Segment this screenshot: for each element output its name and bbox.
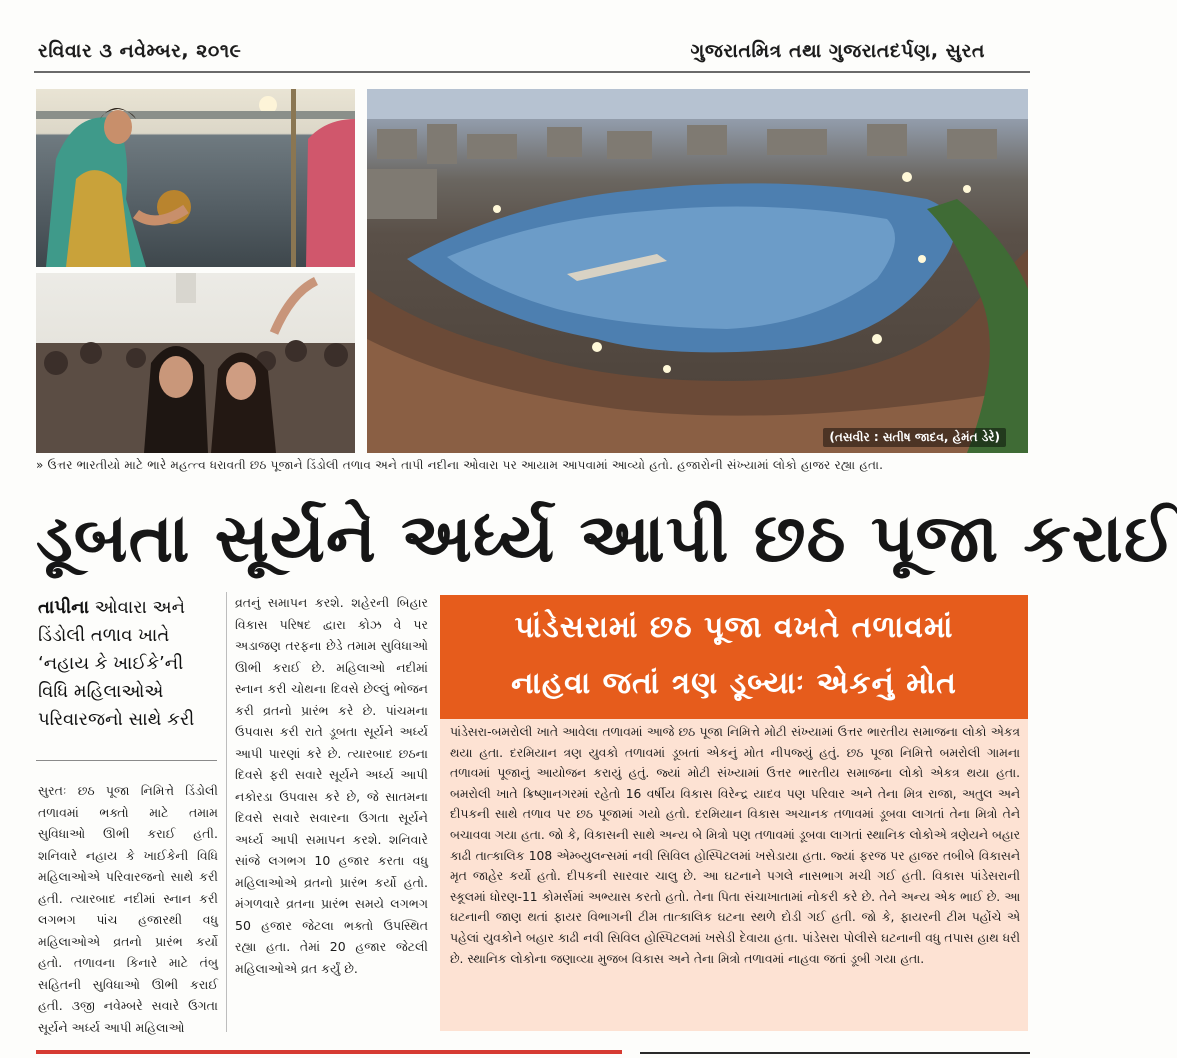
boxed-story-title-line-1: પાંડેસરામાં છઠ પૂજા વખતે તળાવમાં — [514, 610, 954, 645]
boxed-story-title-line-2: નાહવા જતાં ત્રણ ડૂબ્યાઃ એકનું મોત — [511, 666, 957, 701]
photo-aerial-lake — [367, 89, 1028, 453]
subheadline-text: ઓવારા અને ડિંડોલી તળાવ ખાતે ‘નહાય કે ખાઈકે’ની વિધિ મહિલાઓએ પરિવારજનો સાથે કરી — [38, 597, 195, 730]
article-column-2: વ્રતનું સમાપન કરશે. શહેરની બિહાર વિકાસ પરિષદ દ્વારા કોઝ વે પર અડાજણ તરફના છેડે તમામ સુવિધાઓ ઊભી કરાઈ છે. મહિલાઓ નદીમાં સ્નાન કરી ચોથના દિવસે છેલ્લું ભોજન કરી વ્રતનો પ્રારંભ કરે છે. પાંચમના ઉપવાસ કરી રાતે ડૂબતા સૂર્યને અર્ધ્ય આપી પારણાં કરે છે. ત્યારબાદ છઠના દિવસે ફરી સવારે સૂર્યને અર્ધ્ય આપી નકોરડા ઉપવાસ કરે છે, જે સાતમના દિવસે સવારે સવારના ઉગતા સૂર્યને અર્ધ્ય આપી સમાપન કરશે. શનિવારે સાંજે લગભગ 10 હજાર કરતા વધુ મહિલાઓએ વ્રતનો પ્રારંભ કર્યો હતો. મંગળવારે વ્રતના પ્રારંભ સમયે લગભગ 50 હજાર જેટલા ભક્તો ઉપસ્થિત રહ્યા હતા. તેમાં 20 હજાર જેટલી મહિલાઓએ વ્રત કર્યું છે. — [235, 595, 428, 976]
article-column-1: સુરતઃ છઠ પૂજા નિમિત્તે ડિંડોલી તળાવમાં ભક્તો માટે તમામ સુવિધાઓ ઊભી કરાઈ હતી. શનિવારે નહાય કે ખાઈકેની વિધિ મહિલાઓએ પરિવારજનો સાથે કરી હતી. ત્યારબાદ નદીમાં સ્નાન કરી લગભગ પાંચ હજારથી વધુ મહિલાઓએ વ્રતનો પ્રારંભ કર્યો હતો. તળાવના કિનારે માટે તંબુ સહિતની સુવિધાઓ ઊભી કરાઈ હતી. ૩જી નવેમ્બરે સવારે ઉગતા સૂર્યને અર્ધ્ય આપી મહિલાઓ — [38, 783, 218, 1035]
photo-women-crowd — [36, 273, 355, 453]
subheadline-lead: તાપીના — [38, 597, 89, 618]
boxed-story-body: પાંડેસરા-બમરોલી ખાતે આવેલા તળાવમાં આજે છઠ પૂજા નિમિત્તે મોટી સંખ્યામાં ઉત્તર ભારતીય સમાજના લોકો એકત્ર થયા હતા. દરમિયાન ત્રણ યુવકો તળાવમાં ડૂબતાં એકનું મોત નીપજ્યું હતું. છઠ પૂજા નિમિત્તે બમરોલી ગામના તળાવમાં પૂજાનું આયોજન કરાયું હતું. જ્યાં મોટી સંખ્યામાં ઉત્તર ભારતીય સમાજના લોકો એકત્ર થયા હતા. બમરોલી ખાતે ક્રિષ્ણાનગરમાં રહેતો 16 વર્ષીય વિકાસ વિરેન્દ્ર યાદવ પણ પરિવાર અને તેના મિત્ર રાજા, અતુલ અને દીપકની સાથે તળાવ પર છઠ પૂજામાં ગયો હતો. દરમિયાન વિકાસ અચાનક તળાવમાં ડૂબવા લાગતાં તેના મિત્રો તેને બચાવવા ગયા હતા. જો કે, વિકાસની સાથે અન્ય બે મિત્રો પણ તળાવમાં ડૂબવા લાગતાં સ્થાનિક લોકોએ ત્રણેયને બહાર કાઢી તાત્કાલિક 108 એમ્બ્યુલન્સમાં નવી સિવિલ હોસ્પિટલમાં ખસેડાયા હતા. જ્યાં ફરજ પર હાજર તબીબે વિકાસને મૃત જાહેર કર્યો હતો. દીપકની સારવાર ચાલુ છે. આ ઘટનાને પગલે નાસભાગ મચી ગઈ હતી. વિકાસ પાંડેસરાની સ્કૂલમાં ધોરણ-11 કોમર્સમાં અભ્યાસ કરતો હતો. તેના પિતા સંચાખાતામાં નોકરી કરે છે. તેને અન્ય એક ભાઈ છે. આ ઘટનાની જાણ થતાં ફાયર વિભાગની ટીમ તાત્કાલિક ઘટના સ્થળે દોડી ગઈ હતી. જો કે, ફાયરની ટીમ પહોંચે એ પહેલાં યુવકોને બહાર કાઢી નવી સિવિલ હોસ્પિટલમાં ખસેડી દેવાયા હતા. પાંડેસરા પોલીસે ઘટનાની વધુ તપાસ હાથ ધરી છે. સ્થાનિક લોકોના જણાવ્યા મુજબ વિકાસ અને તેના મિત્રો તળાવમાં નાહવા જતાં ડૂબી ગયા હતા. — [450, 725, 1020, 966]
subhead-divider — [36, 760, 217, 761]
bottom-red-rule — [36, 1050, 622, 1054]
masthead-paper-name: ગુજરાતમિત્ર તથા ગુજરાતદર્પણ, સુરત — [690, 40, 985, 62]
headline: ડૂબતા સૂર્યને અર્ધ્ય આપી છઠ પૂજા કરાઈ — [36, 499, 1177, 577]
photo-credit: (તસવીર : સતીષ જાદવ, હેમંત ડેરે) — [823, 428, 1006, 447]
photo-caption: » ઉત્તર ભારતીયો માટે ભારે મહત્ત્વ ધરાવતી છઠ પૂજાને ડિંડોલી તળાવ અને તાપી નદીના ઓવારા પર આયામ આપવામાં આવ્યો હતો. હજારોની સંખ્યામાં લોકો હાજર રહ્યા હતા. — [36, 458, 884, 472]
bottom-dark-rule — [640, 1052, 1030, 1054]
boxed-story-title — [440, 600, 1028, 712]
column-divider — [226, 592, 227, 1032]
photo-river-offering — [36, 89, 355, 267]
masthead-divider — [34, 71, 1030, 73]
subheadline — [38, 594, 216, 734]
masthead-date: રવિવાર ૩ નવેમ્બર, ૨૦૧૯ — [38, 40, 242, 62]
